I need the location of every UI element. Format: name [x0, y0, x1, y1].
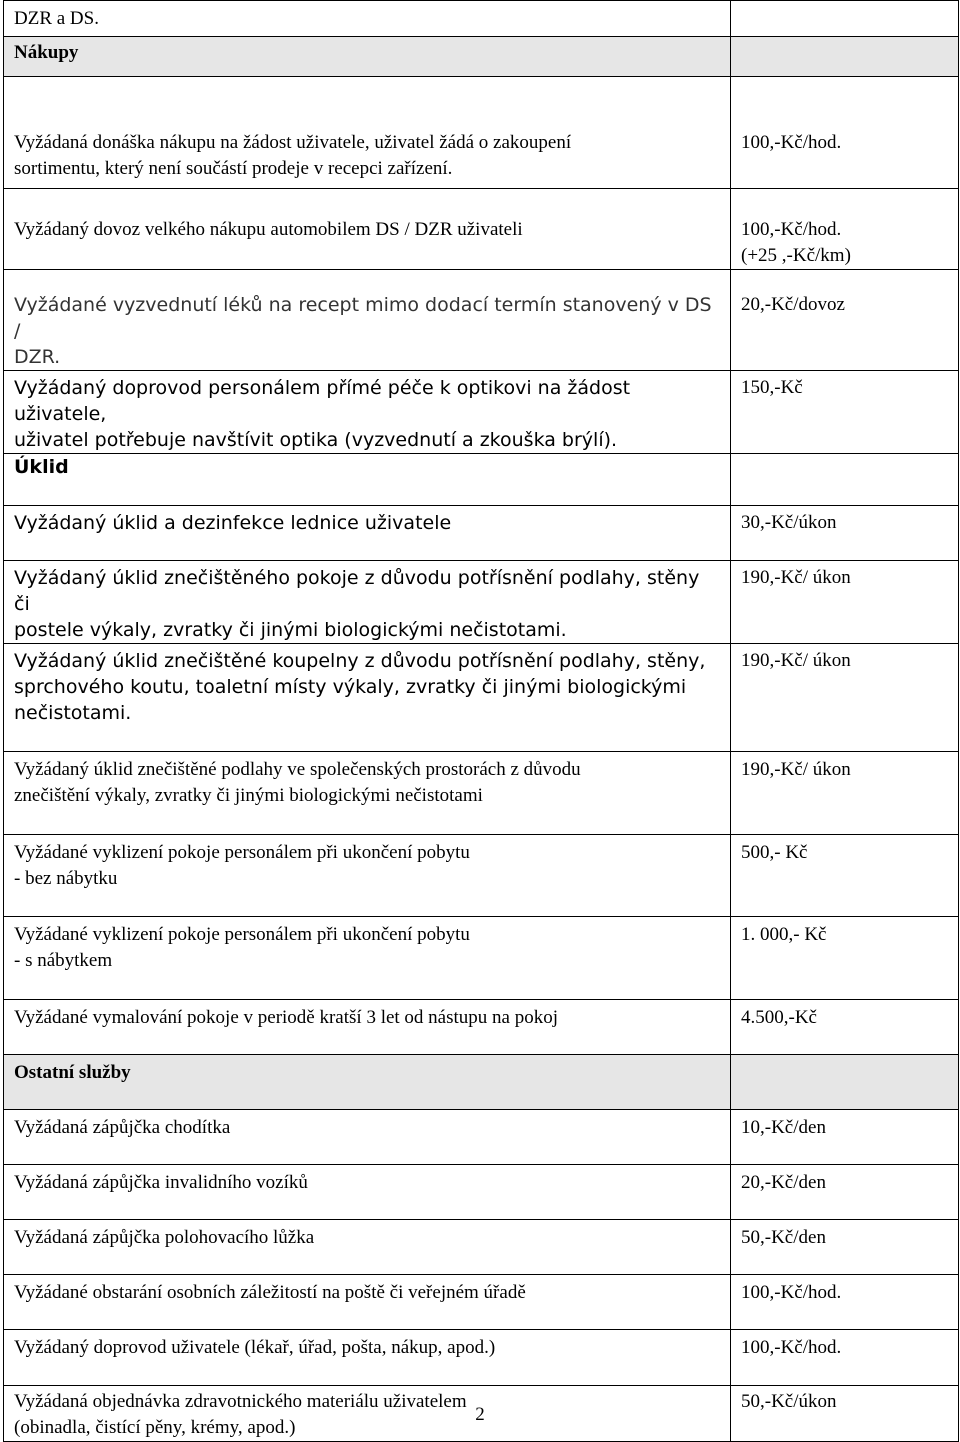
service-description: Vyžádané vyklizení pokoje personálem při ukončení pobytu - bez nábytku [4, 835, 731, 917]
service-price: 190,-Kč/ úkon [731, 752, 959, 835]
service-description: Vyžádané vyzvednutí léků na recept mimo dodací termín stanovený v DS / DZR. [4, 270, 731, 371]
service-price: 30,-Kč/úkon [731, 506, 959, 561]
service-description: Vyžádaný úklid znečištěné podlahy ve společenských prostorách z důvodu znečištění výkaly, zvratky či jinými biologickými nečistotami [4, 752, 731, 835]
intro-text: DZR a DS. [4, 1, 731, 37]
table-row [4, 561, 959, 644]
service-description: Vyžádaný úklid znečištěného pokoje z důvodu potřísnění podlahy, stěny či postele výkaly, zvratky či jinými biologickými nečistotami. [4, 561, 731, 644]
service-description: Vyžádaná zápůjčka polohovacího lůžka [4, 1220, 731, 1275]
table-row [4, 1220, 959, 1275]
service-price: 100,-Kč/hod. [731, 1275, 959, 1330]
service-description: Vyžádaná zápůjčka chodítka [4, 1110, 731, 1165]
price-list-table [3, 0, 959, 1442]
table-row [4, 77, 959, 189]
service-price: 50,-Kč/úkon [731, 1386, 959, 1442]
service-price: 100,-Kč/hod. [731, 77, 959, 189]
service-description: Vyžádané vymalování pokoje v periodě kratší 3 let od nástupu na pokoj [4, 1000, 731, 1055]
table-row [4, 506, 959, 561]
service-description: Vyžádaná objednávka zdravotnického materiálu uživatelem (obinadla, čistící pěny, krémy, apod.) [4, 1386, 731, 1442]
service-description: Vyžádaný dovoz velkého nákupu automobilem DS / DZR uživateli [4, 189, 731, 270]
service-price: 150,-Kč [731, 371, 959, 454]
service-description: Vyžádaný doprovod personálem přímé péče k optikovi na žádost uživatele, uživatel potřebuje navštívit optika (vyzvednutí a zkouška brýlí). [4, 371, 731, 454]
table-row [4, 371, 959, 454]
service-price: 500,- Kč [731, 835, 959, 917]
section-row-uklid [4, 454, 959, 506]
service-description: Vyžádané obstarání osobních záležitostí na poště či veřejném úřadě [4, 1275, 731, 1330]
table-row [4, 1165, 959, 1220]
service-description: Vyžádaná donáška nákupu na žádost uživatele, uživatel žádá o zakoupení sortimentu, který není součástí prodeje v recepci zařízení. [4, 77, 731, 189]
section-heading-nakupy: Nákupy [4, 37, 731, 77]
section-heading-uklid: Úklid [4, 454, 731, 506]
page-number: 2 [475, 1404, 485, 1425]
service-price: 10,-Kč/den [731, 1110, 959, 1165]
table-row [4, 1, 959, 37]
service-price: 100,-Kč/hod. (+25 ,-Kč/km) [731, 189, 959, 270]
service-price: 100,-Kč/hod. [731, 1330, 959, 1386]
service-price: 190,-Kč/ úkon [731, 561, 959, 644]
table-row [4, 1275, 959, 1330]
service-description: Vyžádané vyklizení pokoje personálem při ukončení pobytu - s nábytkem [4, 917, 731, 1000]
service-price: 4.500,-Kč [731, 1000, 959, 1055]
table-row [4, 752, 959, 835]
service-price: 1. 000,- Kč [731, 917, 959, 1000]
table-row [4, 835, 959, 917]
service-description: Vyžádaný doprovod uživatele (lékař, úřad, pošta, nákup, apod.) [4, 1330, 731, 1386]
service-description: Vyžádaná zápůjčka invalidního vozíků [4, 1165, 731, 1220]
section-row-ostatni [4, 1055, 959, 1110]
service-price: 50,-Kč/den [731, 1220, 959, 1275]
table-row [4, 644, 959, 752]
table-row [4, 917, 959, 1000]
service-description: Vyžádaný úklid a dezinfekce lednice uživatele [4, 506, 731, 561]
section-heading-ostatni: Ostatní služby [4, 1055, 731, 1110]
service-price: 20,-Kč/den [731, 1165, 959, 1220]
service-price: 190,-Kč/ úkon [731, 644, 959, 752]
section-row-nakupy [4, 37, 959, 77]
table-row [4, 1110, 959, 1165]
table-row [4, 189, 959, 270]
table-row [4, 270, 959, 371]
service-price: 20,-Kč/dovoz [731, 270, 959, 371]
table-row [4, 1000, 959, 1055]
service-description: Vyžádaný úklid znečištěné koupelny z důvodu potřísnění podlahy, stěny, sprchového koutu, toaletní místy výkaly, zvratky či jinými biologickými nečistotami. [4, 644, 731, 752]
table-row [4, 1330, 959, 1386]
